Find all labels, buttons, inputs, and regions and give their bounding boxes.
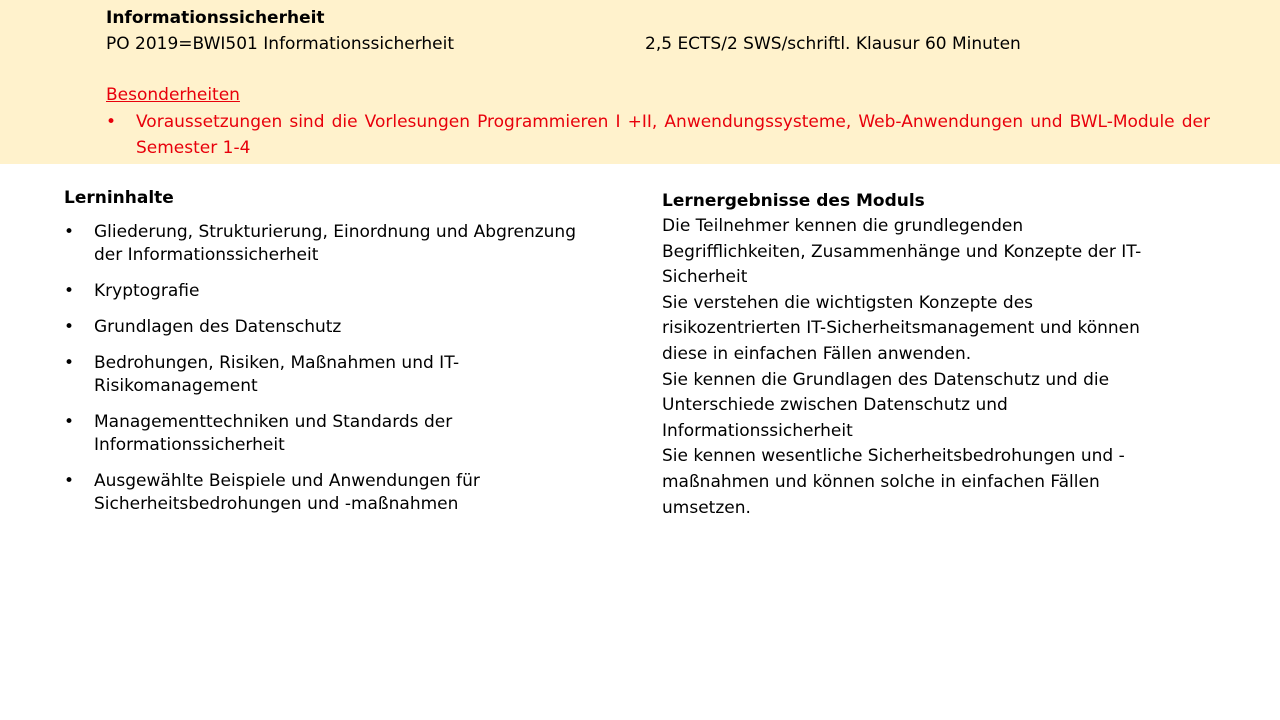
bullet-icon: • [64, 317, 75, 337]
learning-contents-section [64, 187, 594, 529]
learning-contents-list [64, 221, 594, 516]
special-notes-text: Voraussetzungen sind die Vorlesungen Programmieren I +II, Anwendungssysteme, Web-Anwendungen und BWL-Module der Semester 1-4 [136, 112, 1210, 158]
list-item-text: Grundlagen des Datenschutz [94, 317, 342, 337]
list-item [64, 352, 594, 398]
learning-outcomes-text [662, 214, 1162, 521]
module-ects-info: 2,5 ECTS/2 SWS/schriftl. Klausur 60 Minuten [645, 34, 1021, 54]
bullet-icon: • [106, 112, 117, 132]
learning-contents-heading: Lerninhalte [64, 188, 174, 208]
module-header-band [0, 0, 1280, 164]
list-item [64, 470, 594, 516]
list-item-text: Ausgewählte Beispiele und Anwendungen für Sicherheitsbedrohungen und -maßnahmen [94, 471, 480, 514]
outcome-paragraph: Die Teilnehmer kennen die grundlegenden Begrifflichkeiten, Zusammenhänge und Konzepte der IT-Sicherheit [662, 216, 1142, 288]
module-po-code: PO 2019=BWI501 Informationssicherheit [106, 34, 455, 54]
list-item-text: Bedrohungen, Risiken, Maßnahmen und IT-Risikomanagement [94, 353, 460, 396]
bullet-icon: • [64, 353, 75, 373]
bullet-icon: • [64, 412, 75, 432]
learning-outcomes-section [662, 190, 1162, 521]
list-item-text: Gliederung, Strukturierung, Einordnung und Abgrenzung der Informationssicherheit [94, 222, 576, 265]
special-notes-item [106, 109, 1210, 161]
bullet-icon: • [64, 281, 75, 301]
outcome-paragraph: Sie verstehen die wichtigsten Konzepte des risikozentrierten IT-Sicherheitsmanagement und können diese in einfachen Fällen anwenden. [662, 292, 1140, 364]
outcome-paragraph: Sie kennen die Grundlagen des Datenschutz und die Unterschiede zwischen Datenschutz und Informationssicherheit [662, 369, 1110, 441]
list-item [64, 411, 594, 457]
bullet-icon: • [64, 471, 75, 491]
outcome-paragraph: Sie kennen wesentliche Sicherheitsbedrohungen und -maßnahmen und können solche in einfachen Fällen umsetzen. [662, 446, 1125, 518]
list-item [64, 221, 594, 267]
list-item [64, 316, 594, 339]
list-item-text: Managementtechniken und Standards der Informationssicherheit [94, 412, 453, 455]
special-notes-heading: Besonderheiten [106, 85, 240, 105]
bullet-icon: • [64, 222, 75, 242]
list-item [64, 280, 594, 303]
list-item-text: Kryptografie [94, 281, 200, 301]
module-title: Informationssicherheit [106, 8, 325, 28]
learning-outcomes-heading: Lernergebnisse des Moduls [662, 191, 925, 211]
